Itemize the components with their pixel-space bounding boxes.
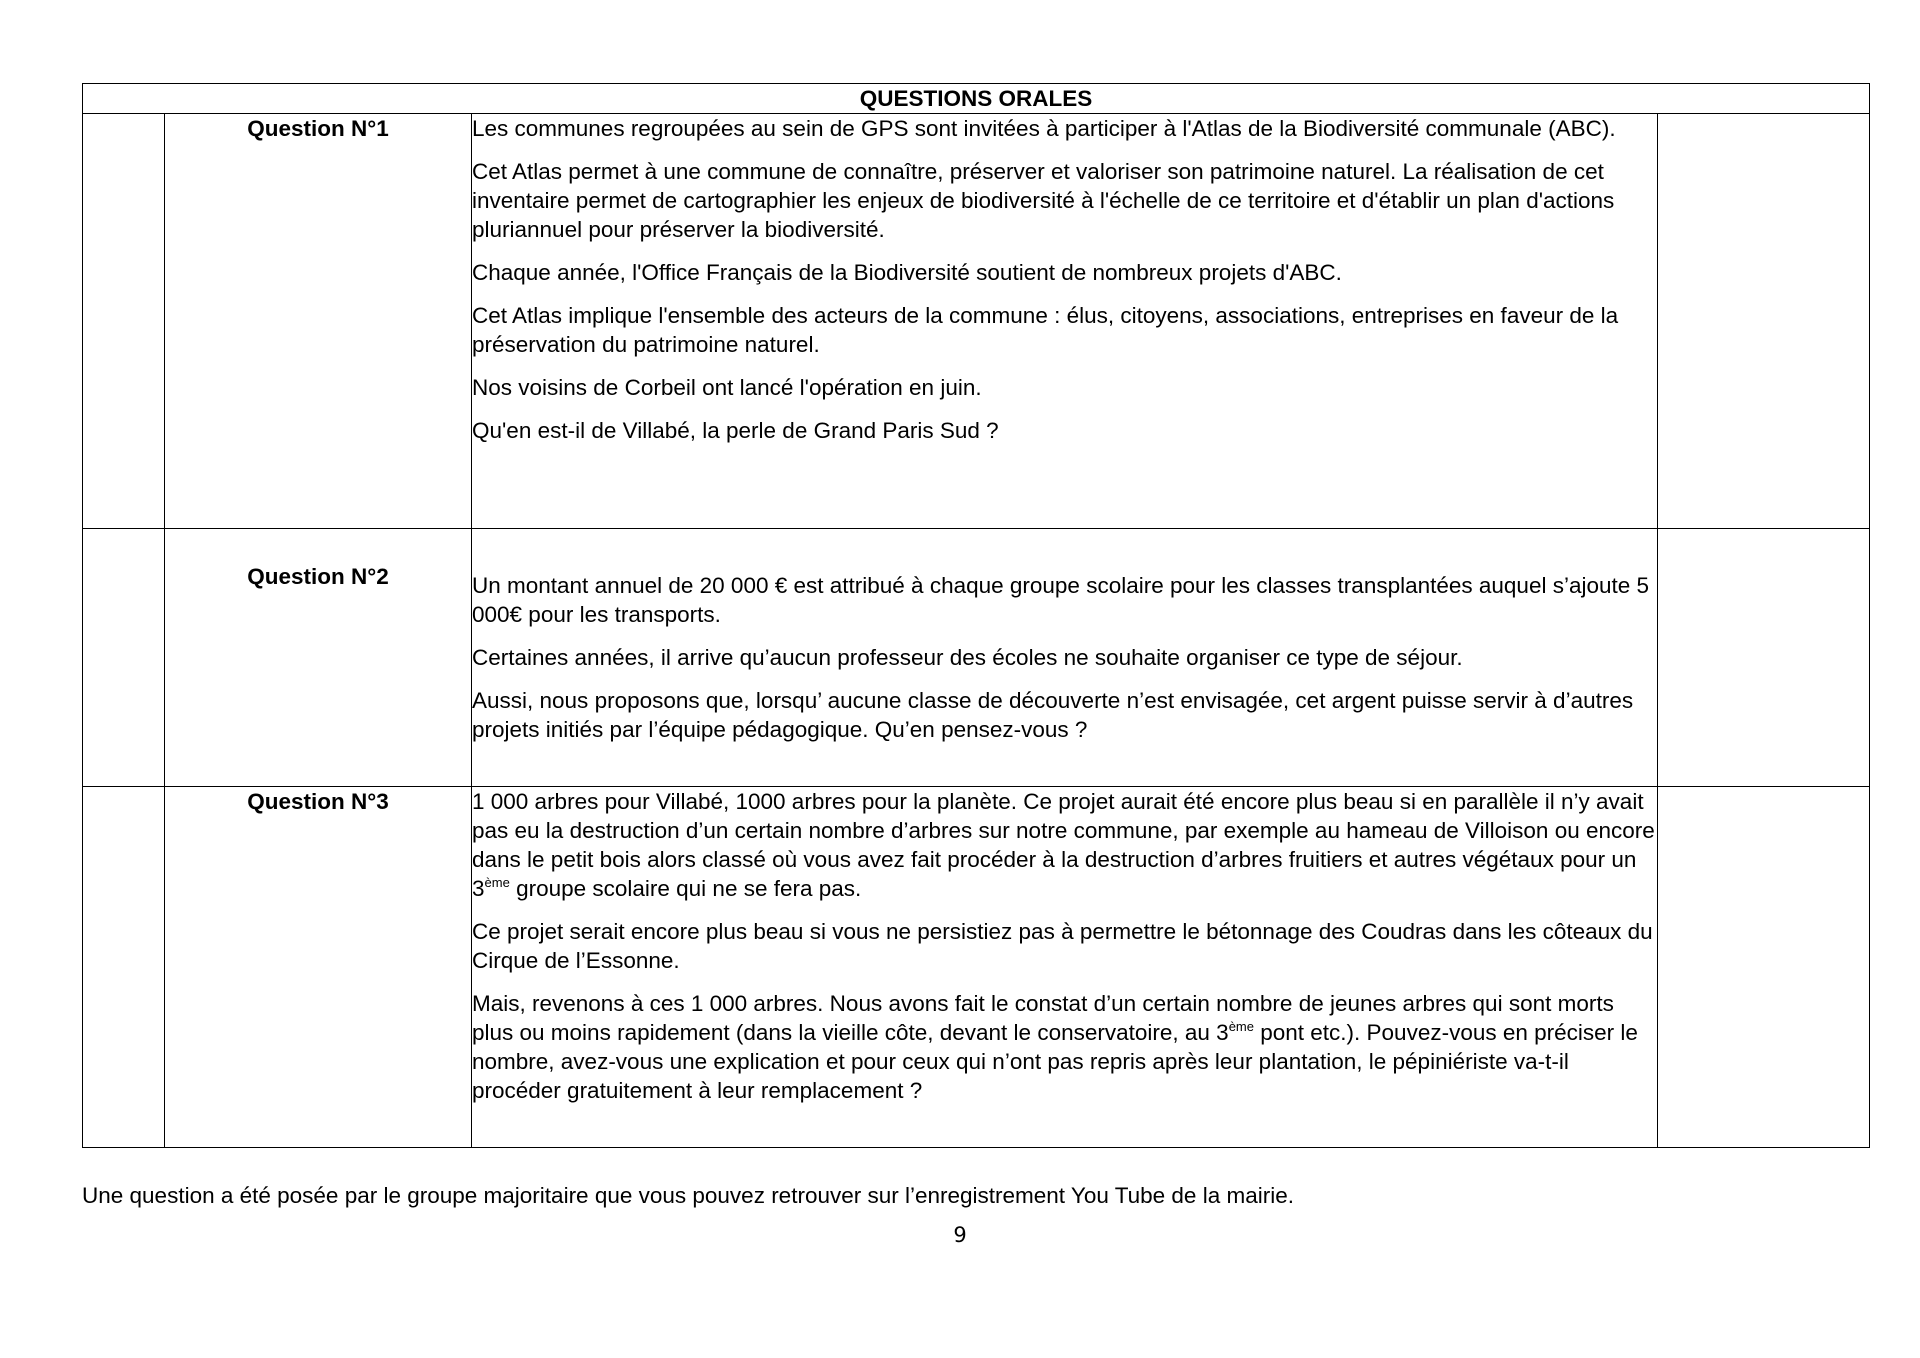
empty-cell-left	[83, 787, 165, 1148]
empty-cell-right	[1658, 114, 1870, 529]
question-paragraph: Qu'en est-il de Villabé, la perle de Grand Paris Sud ?	[472, 418, 999, 443]
question-paragraph: Cet Atlas permet à une commune de connaître, préserver et valoriser son patrimoine naturel. La réalisation de cet inventaire permet de cartographier les enjeux de biodiversité à l'échelle de ce territoire et d'établir un plan d'actions pluriannuel pour préserver la biodiversité.	[472, 159, 1615, 242]
table-title: QUESTIONS ORALES	[83, 84, 1870, 114]
empty-cell-left	[83, 114, 165, 529]
question-text	[472, 114, 1658, 529]
question-paragraph: Chaque année, l'Office Français de la Biodiversité soutient de nombreux projets d'ABC.	[472, 260, 1342, 285]
table-row	[83, 529, 1870, 787]
text-span: 1 000 arbres pour Villabé, 1000 arbres pour la planète. Ce projet aurait été encore plus beau si en parallèle il n’y avait pas eu la destruction d’un certain nombre d’arbres sur notre commune, par exemple au hameau de Villoison ou encore dans le petit bois alors classé où vous avez fait procéder à la destruction d’arbres fruitiers et autres végétaux pour un 3	[472, 789, 1655, 901]
question-text	[472, 787, 1658, 1148]
question-label: Question N°3	[165, 787, 472, 1148]
text-span: pont etc.). Pouvez-vous en préciser le nombre, avez-vous une explication et pour ceux qui n’ont pas repris après leur plantation, le pépiniériste va-t-il procéder gratuitement à leur remplacement ?	[472, 1020, 1638, 1103]
superscript: ème	[1228, 1019, 1254, 1034]
question-paragraph: Les communes regroupées au sein de GPS sont invitées à participer à l'Atlas de la Biodiversité communale (ABC).	[472, 116, 1616, 141]
page-number: 9	[953, 1223, 967, 1247]
question-paragraph: Certaines années, il arrive qu’aucun professeur des écoles ne souhaite organiser ce type de séjour.	[472, 645, 1463, 670]
table-row	[83, 114, 1870, 529]
text-span: groupe scolaire qui ne se fera pas.	[509, 876, 862, 901]
question-paragraph: Aussi, nous proposons que, lorsqu’ aucune classe de découverte n’est envisagée, cet argent puisse servir à d’autres projets initiés par l’équipe pédagogique. Qu’en pensez-vous ?	[472, 688, 1634, 742]
table-row	[83, 787, 1870, 1148]
empty-cell-right	[1658, 529, 1870, 787]
question-text	[472, 529, 1658, 787]
table-header-row	[83, 84, 1870, 114]
question-paragraph	[472, 989, 1657, 1105]
empty-cell-left	[83, 529, 165, 787]
superscript: ème	[484, 875, 510, 890]
question-label: Question N°2	[165, 529, 472, 787]
question-paragraph: Ce projet serait encore plus beau si vous ne persistiez pas à permettre le bétonnage des Coudras dans les côteaux du Cirque de l’Essonne.	[472, 919, 1653, 973]
footer-note: Une question a été posée par le groupe majoritaire que vous pouvez retrouver sur l’enregistrement You Tube de la mairie.	[82, 1183, 1294, 1208]
question-paragraph: Cet Atlas implique l'ensemble des acteurs de la commune : élus, citoyens, associations, entreprises en faveur de la préservation du patrimoine naturel.	[472, 303, 1619, 357]
question-paragraph: Nos voisins de Corbeil ont lancé l'opération en juin.	[472, 375, 982, 400]
text-span: Mais, revenons à ces 1 000 arbres. Nous avons fait le constat d’un certain nombre de jeunes arbres qui sont morts plus ou moins rapidement (dans la vieille côte, devant le conservatoire, au 3	[472, 991, 1614, 1045]
question-paragraph: Un montant annuel de 20 000 € est attribué à chaque groupe scolaire pour les classes transplantées auquel s’ajoute 5 000€ pour les transports.	[472, 573, 1650, 627]
empty-cell-right	[1658, 787, 1870, 1148]
questions-table	[82, 83, 1870, 1148]
question-paragraph	[472, 787, 1657, 903]
question-label: Question N°1	[165, 114, 472, 529]
